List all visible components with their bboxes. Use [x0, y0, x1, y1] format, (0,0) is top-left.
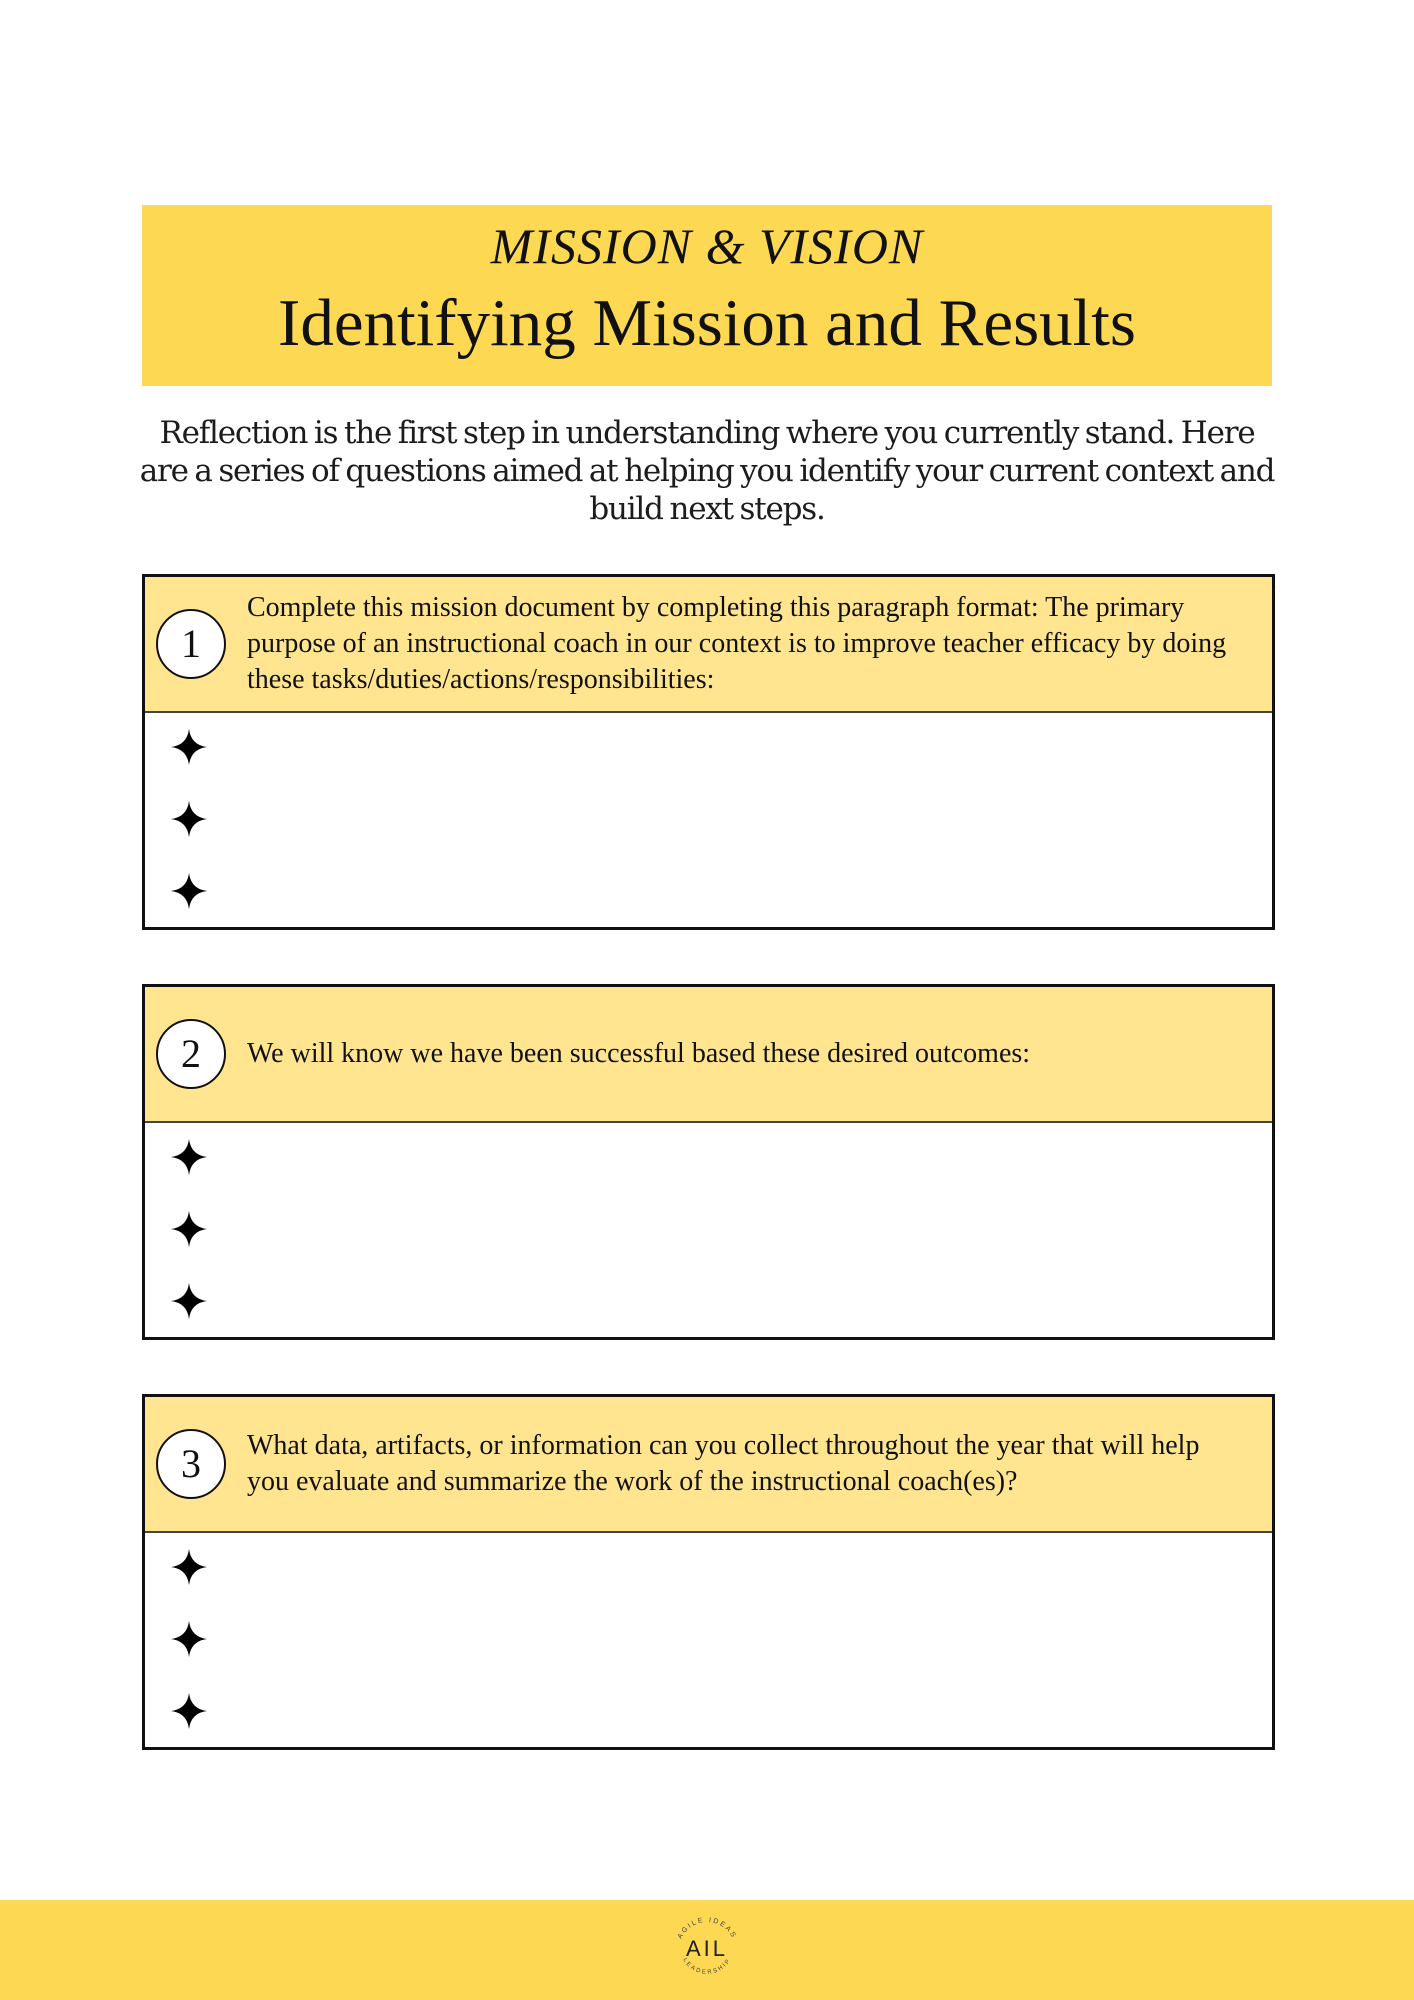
- question-header: [145, 1397, 1272, 1533]
- question-card-3: [142, 1394, 1275, 1750]
- four-point-star-icon: [171, 801, 207, 837]
- page-title: Identifying Mission and Results: [278, 286, 1136, 360]
- four-point-star-icon: [171, 1211, 207, 1247]
- section-eyebrow: MISSION & VISION: [490, 218, 924, 274]
- logo-ring-top-text: AGILE IDEAS: [676, 1916, 738, 1941]
- four-point-star-icon: [171, 1139, 207, 1175]
- four-point-star-icon: [171, 1621, 207, 1657]
- four-point-star-icon: [171, 873, 207, 909]
- logo-ring-bottom-text: LEADERSHIP: [681, 1957, 733, 1976]
- question-card-2: [142, 984, 1275, 1340]
- logo-mark: AIL: [685, 1936, 729, 1961]
- question-text: We will know we have been successful based these desired outcomes:: [247, 1038, 1031, 1069]
- question-number-badge: 1: [156, 609, 226, 679]
- four-point-star-icon: [171, 1549, 207, 1585]
- question-card-1: [142, 574, 1275, 930]
- intro-paragraph: Reflection is the first step in understanding where you currently stand. Here are a series of questions aimed at helping you identify your current context and build next steps.: [139, 415, 1275, 527]
- question-text: Complete this mission document by completing this paragraph format: The primary purpose of an instructional coach in our context is to improve teacher efficacy by doing these tasks/duties/actions/responsibilities:: [247, 592, 1227, 695]
- four-point-star-icon: [171, 1693, 207, 1729]
- four-point-star-icon: [171, 1283, 207, 1319]
- question-header: [145, 987, 1272, 1123]
- ail-logo: [667, 1910, 747, 1990]
- question-text: What data, artifacts, or information can you collect throughout the year that will help you evaluate and summarize the work of the instructional coach(es)?: [247, 1430, 1200, 1497]
- header-band: [142, 205, 1272, 386]
- question-number-badge: 2: [156, 1019, 226, 1089]
- question-number-badge: 3: [156, 1429, 226, 1499]
- four-point-star-icon: [171, 729, 207, 765]
- question-header: [145, 577, 1272, 713]
